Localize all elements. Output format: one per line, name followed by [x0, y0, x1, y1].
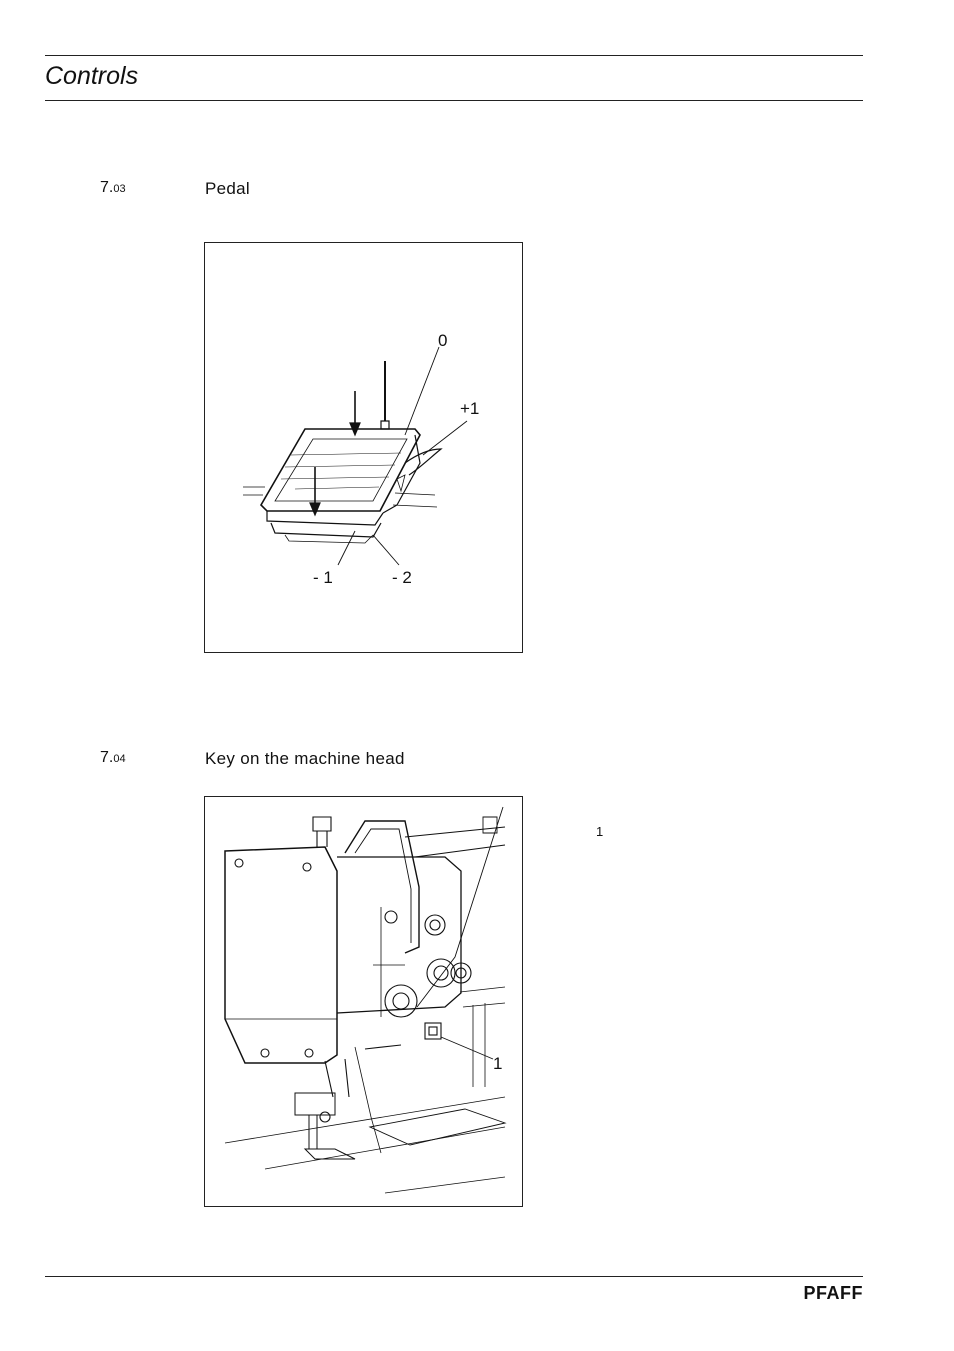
key-side-note: 1 — [596, 824, 604, 839]
section-title-pedal: Pedal — [205, 179, 250, 198]
top-rule — [45, 55, 863, 56]
label-key-1: 1 — [493, 1054, 503, 1073]
label-position-minus-2: - 2 — [392, 568, 412, 587]
page-title: Controls — [45, 62, 139, 90]
machine-head-illustration — [205, 797, 522, 1206]
title-underline — [45, 100, 863, 101]
label-position-0: 0 — [438, 331, 448, 350]
section-title-key: Key on the machine head — [205, 749, 405, 768]
machine-head-figure — [204, 796, 523, 1207]
section-number-key: 7.04 — [100, 749, 126, 766]
section-number-pedal: 7.03 — [100, 179, 126, 196]
footer-rule — [45, 1276, 863, 1277]
label-position-minus-1: - 1 — [313, 568, 333, 587]
brand-logo: PFAFF — [803, 1283, 863, 1303]
pedal-figure — [204, 242, 523, 653]
pedal-illustration — [205, 243, 522, 652]
label-position-plus-1: +1 — [460, 399, 480, 418]
